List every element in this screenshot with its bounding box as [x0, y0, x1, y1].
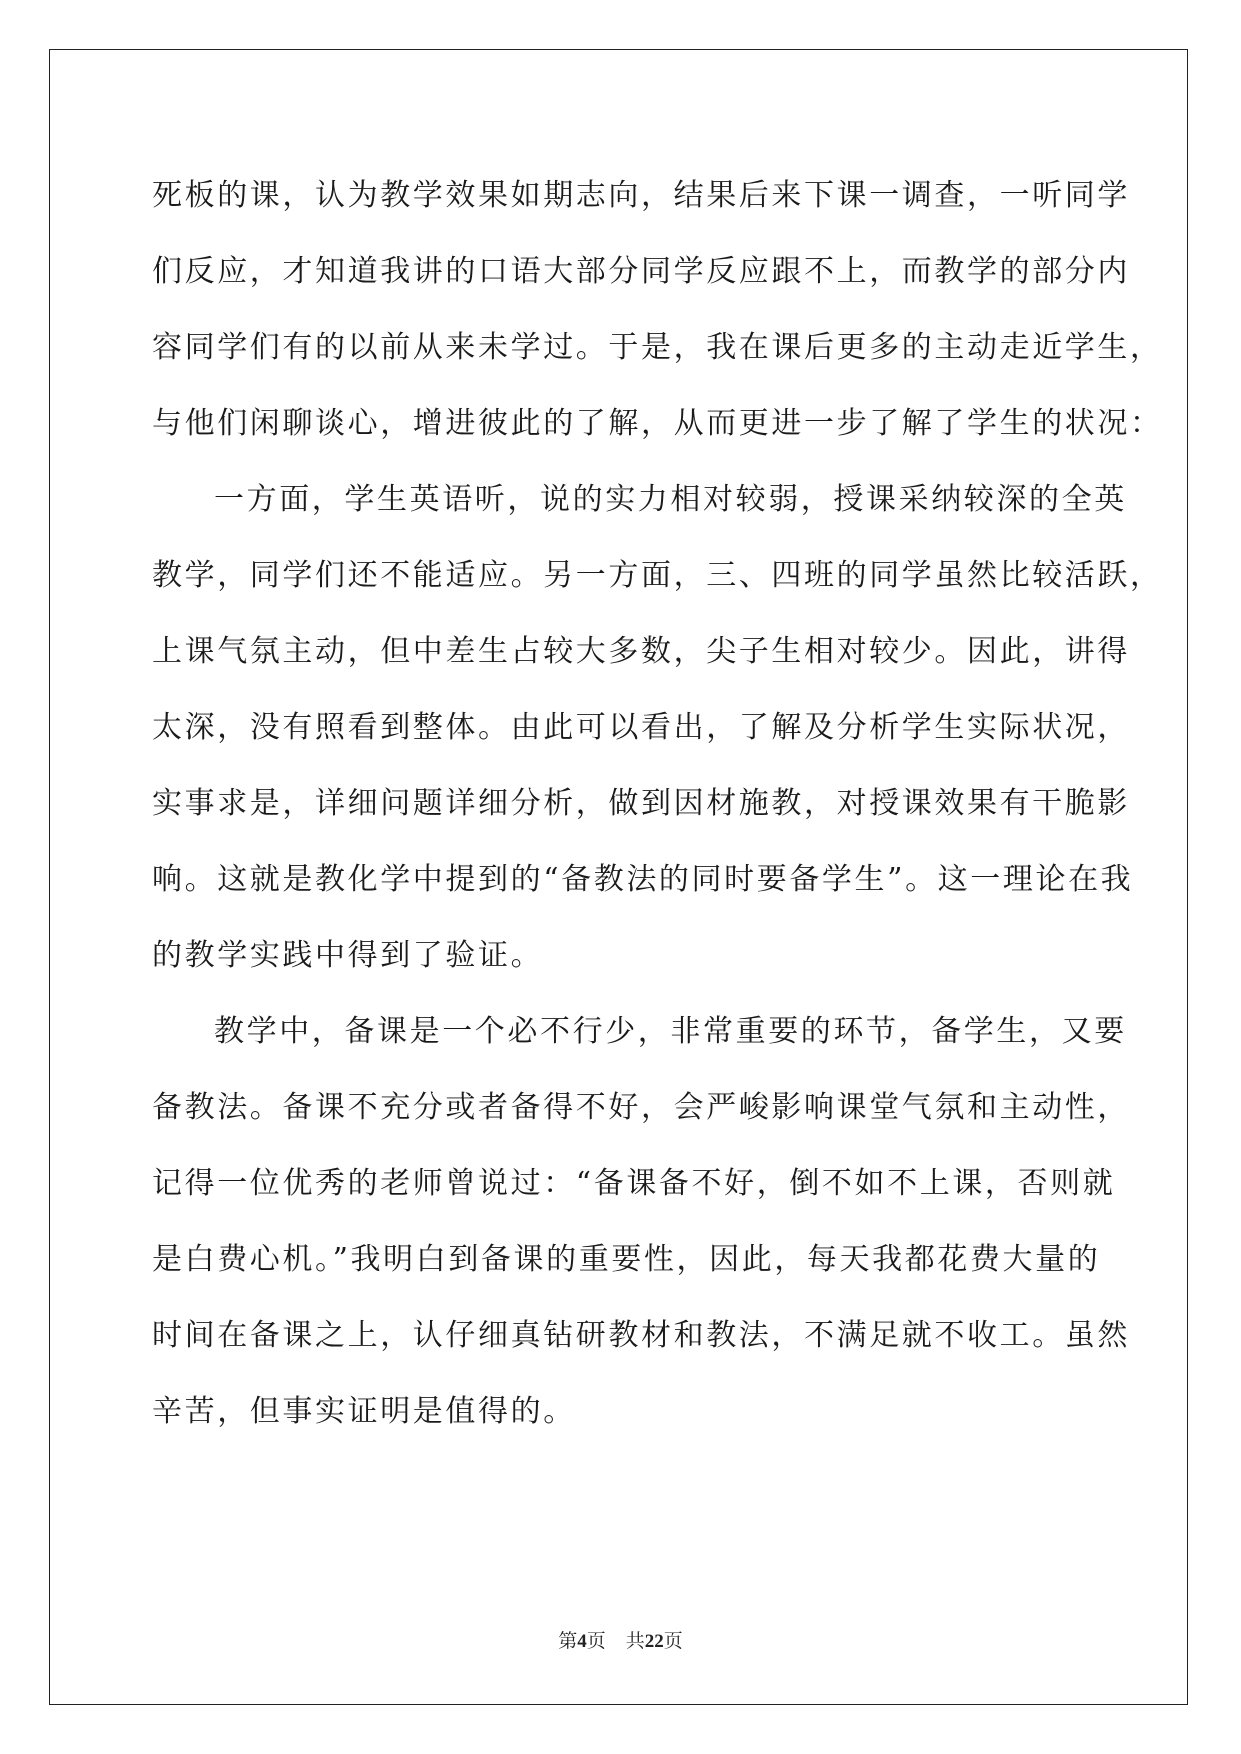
total-prefix: 共 [625, 1631, 645, 1652]
text-line: 辛苦，但事实证明是值得的。 [152, 1394, 576, 1429]
text-line: 记得一位优秀的老师曾说过：“备课备不好，倒不如不上课，否则就 [152, 1166, 1116, 1201]
page-prefix: 第 [558, 1631, 578, 1652]
text-line: 与他们闲聊谈心，增进彼此的了解，从而更进一步了解了学生的状况： [152, 406, 1163, 441]
total-suffix: 页 [663, 1631, 683, 1652]
text-line: 备教法。备课不充分或者备得不好，会严峻影响课堂气氛和主动性， [152, 1090, 1130, 1125]
text-line: 上课气氛主动，但中差生占较大多数，尖子生相对较少。因此，讲得 [152, 634, 1130, 669]
text-line: 们反应，才知道我讲的口语大部分同学反应跟不上，而教学的部分内 [152, 254, 1130, 289]
text-line: 的教学实践中得到了验证。 [152, 938, 544, 973]
text-line: 时间在备课之上，认仔细真钻研教材和教法，不满足就不收工。虽然 [152, 1318, 1130, 1353]
text-line: 响。这就是教化学中提到的“备教法的同时要备学生”。这一理论在我 [152, 862, 1134, 897]
text-line: 死板的课，认为教学效果如期志向，结果后来下课一调查，一听同学 [152, 178, 1130, 213]
page-footer [0, 1626, 1241, 1653]
text-line-indented: 一方面，学生英语听，说的实力相对较弱，授课采纳较深的全英 [214, 482, 1127, 517]
text-line: 容同学们有的以前从来未学过。于是，我在课后更多的主动走近学生， [152, 330, 1163, 365]
page-suffix: 页 [586, 1631, 606, 1652]
paragraph-2 [152, 462, 1163, 994]
text-line: 教学，同学们还不能适应。另一方面，三、四班的同学虽然比较活跃， [152, 558, 1163, 593]
page-number: 4 [577, 1631, 587, 1652]
text-line: 是白费心机。”我明白到备课的重要性，因此，每天我都花费大量的 [152, 1242, 1101, 1277]
paragraph-1 [152, 158, 1163, 462]
total-pages: 22 [644, 1631, 664, 1652]
paragraph-3 [152, 994, 1130, 1450]
text-line-indented: 教学中，备课是一个必不行少，非常重要的环节，备学生，又要 [214, 1014, 1127, 1049]
text-line: 实事求是，详细问题详细分析，做到因材施教，对授课效果有干脆影 [152, 786, 1130, 821]
text-line: 太深，没有照看到整体。由此可以看出，了解及分析学生实际状况， [152, 710, 1130, 745]
document-body [152, 158, 1163, 1450]
